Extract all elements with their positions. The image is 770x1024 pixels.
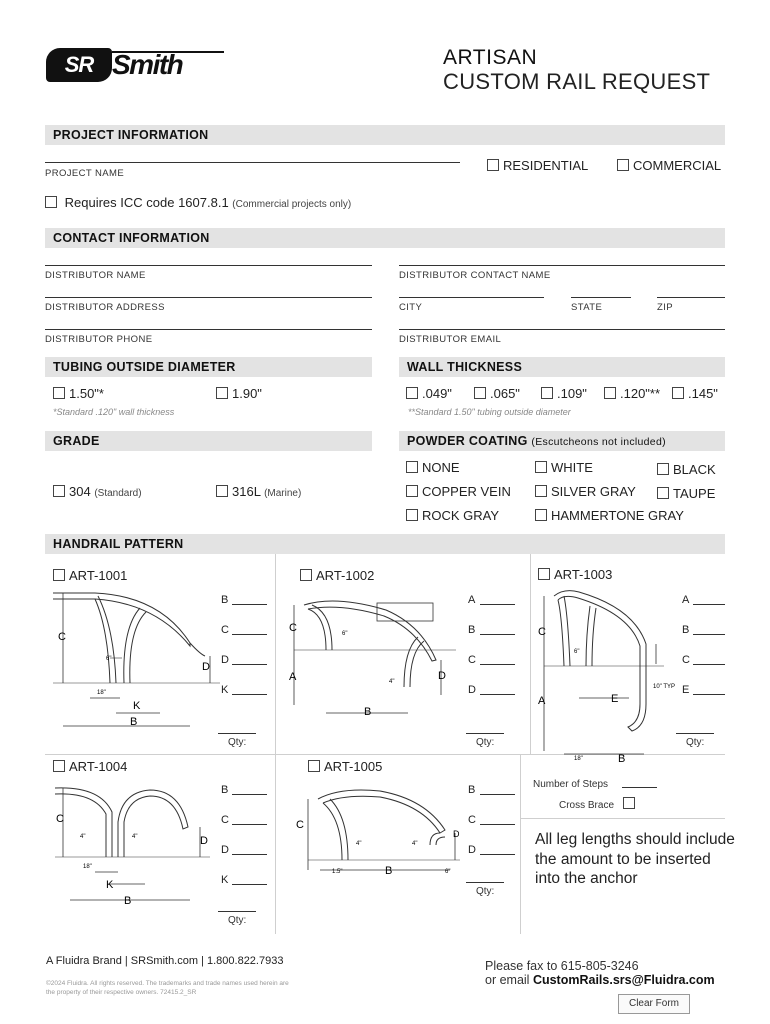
art1005-dim-4b: 4" (412, 841, 418, 847)
tubing-150-label: 1.50"* (69, 386, 104, 401)
project-name-field[interactable] (45, 162, 460, 163)
art1005-b-label: B (468, 784, 476, 796)
powder-silver-label: SILVER GRAY (551, 484, 636, 499)
art1002-dim-b: B (364, 706, 372, 718)
art1005-dim-d: D (453, 829, 460, 839)
art1004-b-field[interactable] (232, 794, 267, 795)
art1003-dim-10: 10" TYP (653, 684, 676, 690)
art1002-dim-d: D (438, 670, 446, 682)
art1003-diagram (534, 586, 684, 765)
art1002-qty-field[interactable] (466, 733, 504, 734)
art1003-a-label: A (682, 594, 690, 606)
art1001-dim-k: K (133, 700, 141, 712)
art1005-dim-6: 6" (445, 869, 451, 875)
art1001-dim-b: B (130, 716, 138, 728)
city-label: CITY (399, 302, 423, 313)
art1003-e-field[interactable] (693, 694, 725, 695)
distributor-phone-field[interactable] (45, 329, 372, 330)
art1004-b-label: B (221, 784, 229, 796)
distributor-email-label: DISTRIBUTOR EMAIL (399, 334, 502, 345)
art1003-qty-field[interactable] (676, 733, 714, 734)
wall-065-option[interactable] (474, 386, 520, 401)
wall-065-checkbox[interactable] (474, 387, 486, 399)
grade-304-note: (Standard) (94, 488, 142, 499)
art1003-dim-6: 6" (574, 649, 580, 655)
art1002-checkbox[interactable] (300, 569, 312, 581)
art1003-dim-a: A (538, 695, 546, 707)
powder-white-label: WHITE (551, 460, 593, 475)
art1004-d-field[interactable] (232, 854, 267, 855)
art1003-e-label: E (682, 684, 690, 696)
art1002-label: ART-1002 (316, 568, 375, 583)
art1005-c-label: C (468, 814, 476, 826)
email-prefix: or email (485, 973, 533, 987)
grade-304-label: 304 (69, 484, 91, 499)
art1005-c-field[interactable] (480, 824, 515, 825)
wall-109-checkbox[interactable] (541, 387, 553, 399)
distributor-address-label: DISTRIBUTOR ADDRESS (45, 302, 165, 313)
powder-rock-label: ROCK GRAY (422, 508, 500, 523)
tubing-150-option[interactable] (53, 386, 104, 401)
grade-316l-note: (Marine) (264, 488, 302, 499)
powder-copper-option[interactable] (406, 484, 511, 499)
art1004-option[interactable] (53, 759, 127, 774)
art1002-dim-6: 6" (342, 631, 348, 637)
grade-316l-checkbox[interactable] (216, 485, 228, 497)
steps-label: Number of Steps (533, 779, 609, 790)
art1005-dim-4a: 4" (356, 841, 362, 847)
project-name-label: PROJECT NAME (45, 168, 125, 179)
grade-304-checkbox[interactable] (53, 485, 65, 497)
art1001-label: ART-1001 (69, 568, 128, 583)
powder-black-label: BLACK (673, 462, 716, 477)
powder-white-option[interactable] (535, 460, 593, 475)
art1002-b-label: B (468, 624, 476, 636)
art1005-dim-15: 1.5" (332, 869, 343, 875)
distributor-name-label: DISTRIBUTOR NAME (45, 270, 146, 281)
art1001-qty-label: Qty: (228, 737, 247, 748)
powder-none-label: NONE (422, 460, 460, 475)
powder-taupe-checkbox[interactable] (657, 487, 669, 499)
wall-section-header: WALL THICKNESS (399, 357, 725, 377)
art1005-b-field[interactable] (480, 794, 515, 795)
commercial-option[interactable] (617, 158, 721, 173)
form-title-line2: CUSTOM RAIL REQUEST (443, 69, 711, 94)
art1003-dim-18: 18" (574, 756, 583, 762)
art1005-option[interactable] (308, 759, 382, 774)
powder-copper-checkbox[interactable] (406, 485, 418, 497)
powder-taupe-option[interactable] (657, 486, 715, 501)
art1002-a-field[interactable] (480, 604, 515, 605)
art1002-qty-label: Qty: (476, 737, 495, 748)
art1005-diagram (290, 785, 465, 885)
art1004-checkbox[interactable] (53, 760, 65, 772)
art1003-dim-c: C (538, 626, 546, 638)
art1005-checkbox[interactable] (308, 760, 320, 772)
email-line (485, 973, 715, 987)
icc-checkbox[interactable] (45, 196, 57, 208)
icc-option[interactable] (45, 195, 351, 210)
art1003-c-field[interactable] (693, 664, 725, 665)
residential-label: RESIDENTIAL (503, 158, 589, 173)
icc-label: Requires ICC code 1607.8.1 (64, 195, 229, 210)
powder-hammer-checkbox[interactable] (535, 509, 547, 521)
art1001-dim-18: 18" (97, 690, 106, 696)
wall-065-label: .065" (490, 386, 520, 401)
art1004-qty-label: Qty: (228, 915, 247, 926)
zip-label: ZIP (657, 302, 673, 313)
powder-copper-label: COPPER VEIN (422, 484, 511, 499)
powder-hammer-label: HAMMERTONE GRAY (551, 508, 684, 523)
art1002-b-field[interactable] (480, 634, 515, 635)
grid-divider (275, 554, 276, 754)
art1005-qty-field[interactable] (466, 882, 504, 883)
grade-304-option[interactable] (53, 484, 142, 499)
tubing-section-header: TUBING OUTSIDE DIAMETER (45, 357, 372, 377)
art1002-dim-4: 4" (389, 679, 395, 685)
art1003-option[interactable] (538, 567, 612, 582)
art1005-d-label: D (468, 844, 476, 856)
art1002-a-label: A (468, 594, 476, 606)
distributor-address-field[interactable] (45, 297, 372, 298)
art1004-dim-4b: 4" (132, 834, 138, 840)
art1001-d-field[interactable] (232, 664, 267, 665)
art1001-b-field[interactable] (232, 604, 267, 605)
art1001-dim-d-label: D (202, 661, 210, 673)
powder-section-header (399, 431, 725, 451)
handrail-section-header: HANDRAIL PATTERN (45, 534, 725, 554)
grid-divider (530, 554, 531, 754)
wall-120-label: .120"** (620, 386, 661, 401)
powder-none-option[interactable] (406, 460, 460, 475)
art1002-diagram (286, 595, 466, 720)
art1003-b-label: B (682, 624, 690, 636)
art1001-dim-c: C (58, 631, 66, 643)
wall-145-option[interactable] (672, 386, 718, 401)
icc-note: (Commercial projects only) (232, 199, 352, 210)
art1003-label: ART-1003 (554, 567, 613, 582)
powder-rock-option[interactable] (406, 508, 499, 523)
residential-checkbox[interactable] (487, 159, 499, 171)
art1001-checkbox[interactable] (53, 569, 65, 581)
wall-049-label: .049" (422, 386, 452, 401)
wall-049-checkbox[interactable] (406, 387, 418, 399)
distributor-contact-field[interactable] (399, 265, 725, 266)
art1001-k-field[interactable] (232, 694, 267, 695)
city-field[interactable] (399, 297, 544, 298)
art1005-dim-b: B (385, 865, 393, 877)
art1002-c-field[interactable] (480, 664, 515, 665)
art1004-dim-4a: 4" (80, 834, 86, 840)
residential-option[interactable] (487, 158, 588, 173)
powder-hammer-option[interactable] (535, 508, 684, 523)
art1004-qty-field[interactable] (218, 911, 256, 912)
distributor-contact-label: DISTRIBUTOR CONTACT NAME (399, 270, 551, 281)
powder-none-checkbox[interactable] (406, 461, 418, 473)
powder-taupe-label: TAUPE (673, 486, 716, 501)
art1003-b-field[interactable] (693, 634, 725, 635)
tubing-190-checkbox[interactable] (216, 387, 228, 399)
steps-field[interactable] (622, 787, 657, 788)
state-field[interactable] (571, 297, 631, 298)
art1004-d-label: D (221, 844, 229, 856)
art1002-dim-c: C (289, 622, 297, 634)
grade-316l-option[interactable] (216, 484, 301, 499)
leg-length-note: All leg lengths should include the amount to be inserted into the anchor (535, 831, 735, 887)
art1003-dim-e: E (611, 693, 619, 705)
footer-legal: ©2024 Fluidra. All rights reserved. The trademarks and trade names used herein are the property of their respective owners. 72415.2_SR (46, 980, 289, 996)
footer-brand-line: A Fluidra Brand | SRSmith.com | 1.800.822.7933 (46, 955, 284, 967)
state-label: STATE (571, 302, 603, 313)
art1004-c-label: C (221, 814, 229, 826)
powder-black-checkbox[interactable] (657, 463, 669, 475)
art1003-qty-label: Qty: (686, 737, 705, 748)
art1004-label: ART-1004 (69, 759, 128, 774)
art1004-dim-k: K (106, 879, 114, 891)
art1002-d-label: D (468, 684, 476, 696)
art1002-dim-a: A (289, 671, 297, 683)
art1001-qty-field[interactable] (218, 733, 256, 734)
art1001-b-label: B (221, 594, 229, 606)
art1004-dim-18: 18" (83, 864, 92, 870)
art1003-checkbox[interactable] (538, 568, 550, 580)
art1004-dim-c: C (56, 813, 64, 825)
wall-120-checkbox[interactable] (604, 387, 616, 399)
tubing-190-option[interactable] (216, 386, 262, 401)
cross-brace-checkbox[interactable] (623, 797, 635, 809)
form-title-line1: ARTISAN (443, 46, 538, 69)
logo-smith-text: Smith (112, 49, 183, 80)
art1001-diagram (50, 588, 275, 748)
wall-145-label: .145" (688, 386, 718, 401)
grid-divider (275, 754, 276, 934)
powder-white-checkbox[interactable] (535, 461, 547, 473)
art1001-dim-6: 6" (106, 656, 112, 662)
zip-field[interactable] (657, 297, 725, 298)
logo-sr-badge: SR (46, 48, 112, 82)
art1003-a-field[interactable] (693, 604, 725, 605)
distributor-phone-label: DISTRIBUTOR PHONE (45, 334, 153, 345)
art1001-c-field[interactable] (232, 634, 267, 635)
art1002-option[interactable] (300, 568, 374, 583)
wall-109-option[interactable] (541, 386, 587, 401)
wall-note: **Standard 1.50" tubing outside diameter (408, 407, 571, 417)
srsmith-logo (46, 48, 226, 82)
cross-brace-label: Cross Brace (559, 800, 615, 811)
grid-divider (520, 754, 521, 934)
grade-section-header: GRADE (45, 431, 372, 451)
art1003-c-label: C (682, 654, 690, 666)
commercial-label: COMMERCIAL (633, 158, 722, 173)
art1005-label: ART-1005 (324, 759, 383, 774)
art1004-k-field[interactable] (232, 884, 267, 885)
wall-145-checkbox[interactable] (672, 387, 684, 399)
powder-note: (Escutcheons not included) (531, 436, 666, 448)
commercial-checkbox[interactable] (617, 159, 629, 171)
art1004-k-label: K (221, 874, 229, 886)
wall-120-option[interactable] (604, 386, 660, 401)
art1003-dim-b: B (618, 753, 626, 765)
tubing-note: *Standard .120" wall thickness (53, 407, 175, 417)
art1004-diagram (50, 782, 225, 912)
powder-silver-option[interactable] (535, 484, 636, 499)
distributor-name-field[interactable] (45, 265, 372, 266)
art1005-d-field[interactable] (480, 854, 515, 855)
tubing-190-label: 1.90" (232, 386, 262, 401)
art1001-c-label: C (221, 624, 229, 636)
powder-rock-checkbox[interactable] (406, 509, 418, 521)
art1001-k-label: K (221, 684, 229, 696)
art1001-option[interactable] (53, 568, 127, 583)
powder-black-option[interactable] (657, 462, 716, 477)
art1004-dim-d: D (200, 835, 208, 847)
grade-316l-label: 316L (232, 484, 261, 499)
art1005-qty-label: Qty: (476, 886, 495, 897)
art1001-d-label: D (221, 654, 229, 666)
project-section-header: PROJECT INFORMATION (45, 125, 725, 145)
art1002-d-field[interactable] (480, 694, 515, 695)
powder-silver-checkbox[interactable] (535, 485, 547, 497)
email-address[interactable]: CustomRails.srs@Fluidra.com (532, 973, 715, 987)
wall-049-option[interactable] (406, 386, 452, 401)
fax-line: Please fax to 615-805-3246 (485, 959, 639, 973)
art1005-dim-c: C (296, 819, 304, 831)
art1004-c-field[interactable] (232, 824, 267, 825)
distributor-email-field[interactable] (399, 329, 725, 330)
contact-section-header: CONTACT INFORMATION (45, 228, 725, 248)
art1002-c-label: C (468, 654, 476, 666)
art1004-dim-b: B (124, 895, 132, 907)
grid-divider (520, 818, 725, 819)
tubing-150-checkbox[interactable] (53, 387, 65, 399)
clear-form-button[interactable]: Clear Form (618, 994, 690, 1014)
powder-title: POWDER COATING (407, 434, 528, 448)
wall-109-label: .109" (557, 386, 587, 401)
